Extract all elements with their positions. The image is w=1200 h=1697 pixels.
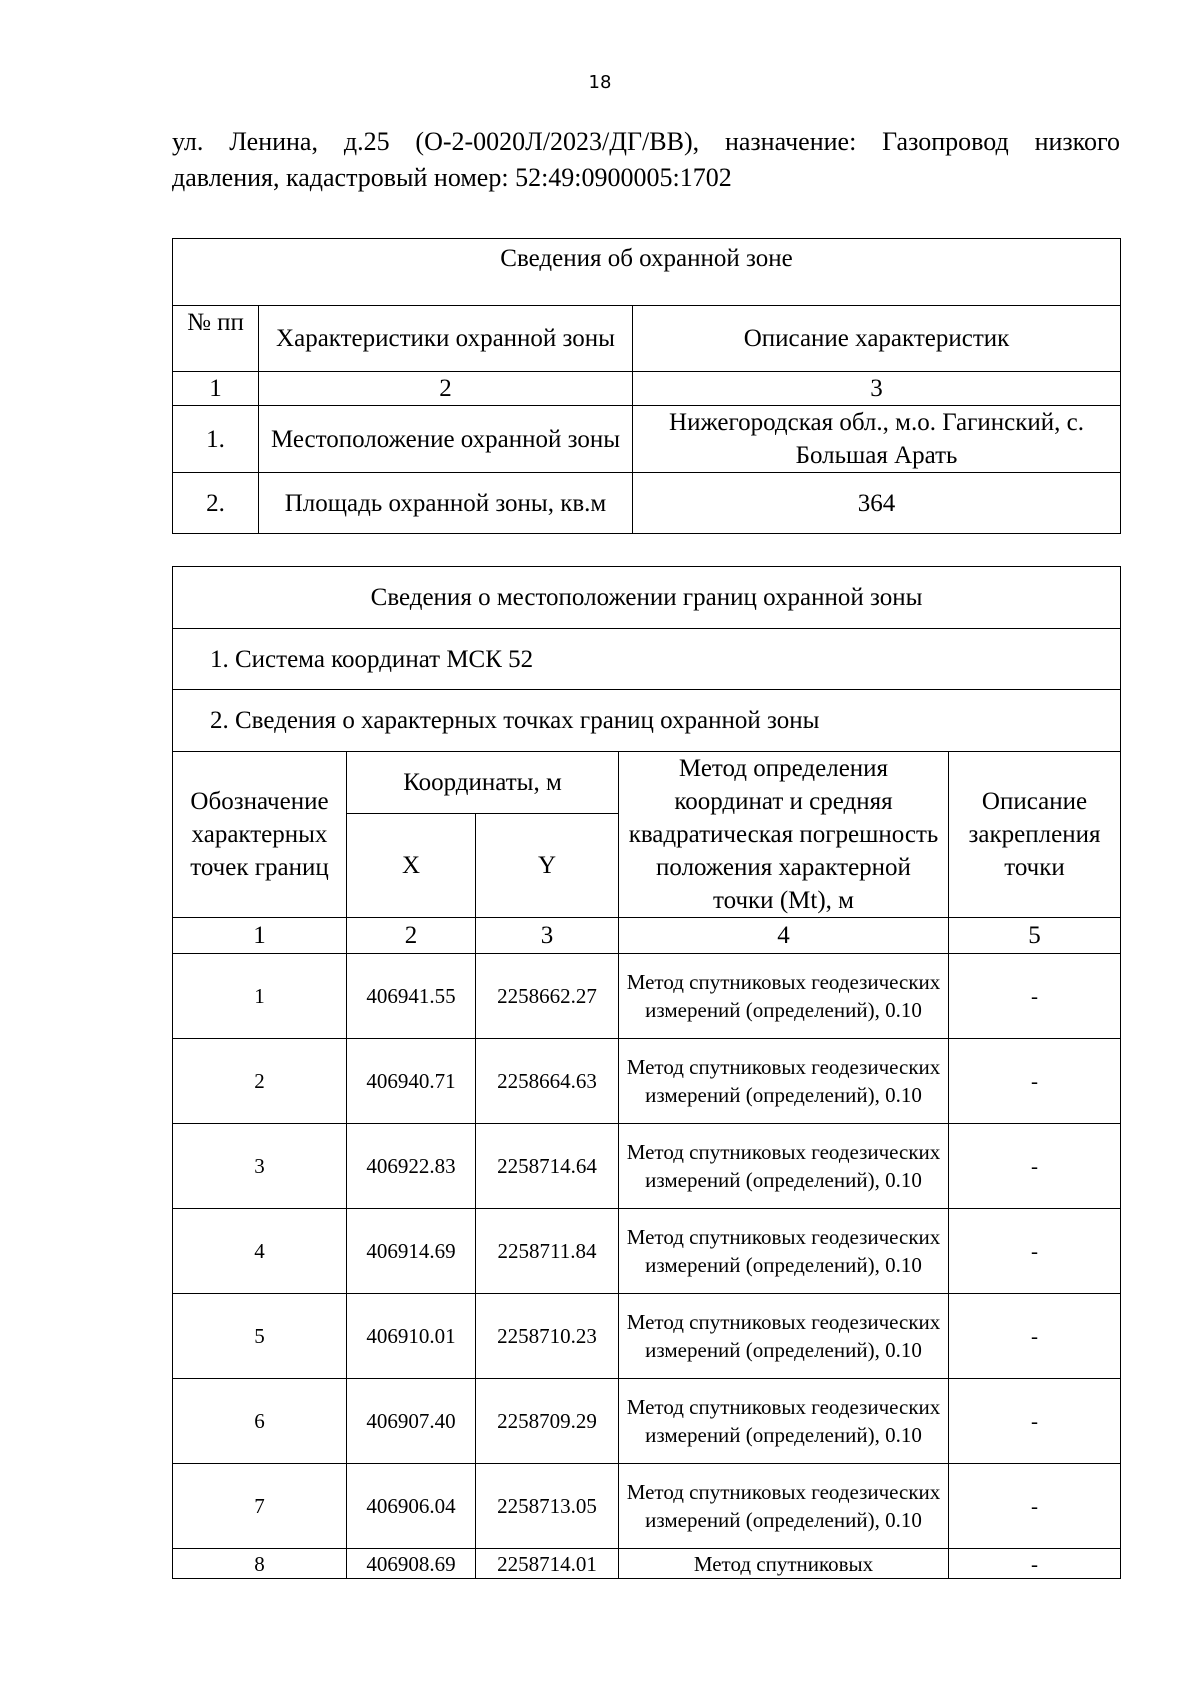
intro-line-2: давления, кадастровый номер: 52:49:0900005:1702 bbox=[172, 163, 732, 192]
point-fixing: - bbox=[949, 1039, 1121, 1124]
zone-col-number: 1 bbox=[173, 372, 259, 406]
point-fixing: - bbox=[949, 1549, 1121, 1579]
point-fixing: - bbox=[949, 1379, 1121, 1464]
table-row bbox=[173, 1549, 1121, 1579]
protection-zone-table bbox=[172, 238, 1121, 534]
header-fixing: Описание закрепления точки bbox=[949, 752, 1121, 918]
header-coordinates: Координаты, м bbox=[347, 752, 619, 814]
point-id: 3 bbox=[173, 1124, 347, 1209]
point-method: Метод спутниковых геодезических измерений (определений), 0.10 bbox=[619, 1464, 949, 1549]
point-method: Метод спутниковых геодезических измерений (определений), 0.10 bbox=[619, 1294, 949, 1379]
intro-line-1: ул. Ленина, д.25 (О-2-0020Л/2023/ДГ/ВВ), назначение: Газопровод низкого bbox=[172, 127, 1120, 156]
col-number: 1 bbox=[173, 918, 347, 954]
point-x: 406941.55 bbox=[347, 954, 476, 1039]
point-fixing: - bbox=[949, 1124, 1121, 1209]
zone-row-value: Нижегородская обл., м.о. Гагинский, с. Большая Арать bbox=[633, 406, 1121, 473]
point-x: 406908.69 bbox=[347, 1549, 476, 1579]
zone-row-number: 1. bbox=[173, 406, 259, 473]
point-x: 406910.01 bbox=[347, 1294, 476, 1379]
header-x: X bbox=[347, 814, 476, 918]
point-y: 2258714.64 bbox=[476, 1124, 619, 1209]
zone-row-value: 364 bbox=[633, 473, 1121, 534]
points-section-title: 2. Сведения о характерных точках границ охранной зоны bbox=[173, 690, 1121, 752]
col-number: 5 bbox=[949, 918, 1121, 954]
header-designation: Обозначение характерных точек границ bbox=[173, 752, 347, 918]
table-row bbox=[173, 954, 1121, 1039]
table-row bbox=[173, 1464, 1121, 1549]
point-id: 1 bbox=[173, 954, 347, 1039]
zone-table-title: Сведения об охранной зоне bbox=[173, 239, 1121, 306]
point-method: Метод спутниковых геодезических измерений (определений), 0.10 bbox=[619, 1379, 949, 1464]
table-row bbox=[173, 1209, 1121, 1294]
point-fixing: - bbox=[949, 1294, 1121, 1379]
coordinate-system: 1. Система координат МСК 52 bbox=[173, 629, 1121, 690]
zone-row-name: Площадь охранной зоны, кв.м bbox=[259, 473, 633, 534]
point-method: Метод спутниковых геодезических измерений (определений), 0.10 bbox=[619, 1209, 949, 1294]
col-number: 2 bbox=[347, 918, 476, 954]
table-row bbox=[173, 1124, 1121, 1209]
zone-col-number: 3 bbox=[633, 372, 1121, 406]
boundary-table-title: Сведения о местоположении границ охранной зоны bbox=[173, 567, 1121, 629]
col-number: 4 bbox=[619, 918, 949, 954]
intro-paragraph bbox=[172, 124, 1120, 196]
col-number: 3 bbox=[476, 918, 619, 954]
zone-row-name: Местоположение охранной зоны bbox=[259, 406, 633, 473]
point-method: Метод спутниковых bbox=[619, 1549, 949, 1579]
table-row bbox=[173, 1379, 1121, 1464]
point-x: 406922.83 bbox=[347, 1124, 476, 1209]
point-fixing: - bbox=[949, 1464, 1121, 1549]
zone-col-number: 2 bbox=[259, 372, 633, 406]
boundary-points-table bbox=[172, 566, 1121, 1579]
point-id: 6 bbox=[173, 1379, 347, 1464]
point-id: 7 bbox=[173, 1464, 347, 1549]
point-y: 2258662.27 bbox=[476, 954, 619, 1039]
page-number: 18 bbox=[588, 72, 612, 93]
point-y: 2258713.05 bbox=[476, 1464, 619, 1549]
zone-header-characteristics: Характеристики охранной зоны bbox=[259, 306, 633, 372]
header-method: Метод определения координат и средняя квадратическая погрешность положения характерной точки (Mt), м bbox=[619, 752, 949, 918]
zone-header-number: № пп bbox=[173, 306, 259, 372]
point-x: 406906.04 bbox=[347, 1464, 476, 1549]
point-x: 406907.40 bbox=[347, 1379, 476, 1464]
point-x: 406940.71 bbox=[347, 1039, 476, 1124]
zone-header-description: Описание характеристик bbox=[633, 306, 1121, 372]
point-method: Метод спутниковых геодезических измерений (определений), 0.10 bbox=[619, 1124, 949, 1209]
point-id: 2 bbox=[173, 1039, 347, 1124]
point-id: 4 bbox=[173, 1209, 347, 1294]
point-y: 2258709.29 bbox=[476, 1379, 619, 1464]
point-method: Метод спутниковых геодезических измерений (определений), 0.10 bbox=[619, 954, 949, 1039]
point-fixing: - bbox=[949, 1209, 1121, 1294]
point-y: 2258714.01 bbox=[476, 1549, 619, 1579]
table-row bbox=[173, 1294, 1121, 1379]
point-method: Метод спутниковых геодезических измерений (определений), 0.10 bbox=[619, 1039, 949, 1124]
point-y: 2258664.63 bbox=[476, 1039, 619, 1124]
header-y: Y bbox=[476, 814, 619, 918]
point-id: 8 bbox=[173, 1549, 347, 1579]
table-row bbox=[173, 1039, 1121, 1124]
point-y: 2258710.23 bbox=[476, 1294, 619, 1379]
point-id: 5 bbox=[173, 1294, 347, 1379]
point-x: 406914.69 bbox=[347, 1209, 476, 1294]
point-fixing: - bbox=[949, 954, 1121, 1039]
zone-row-number: 2. bbox=[173, 473, 259, 534]
point-y: 2258711.84 bbox=[476, 1209, 619, 1294]
